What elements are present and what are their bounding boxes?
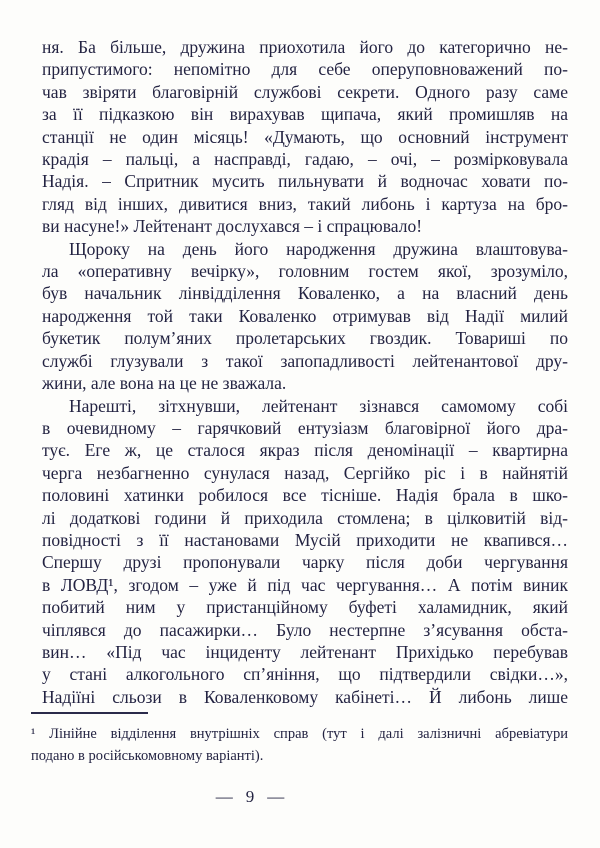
page-number: 9 (245, 787, 255, 806)
text-line: Надіїні сльози в Коваленковому кабінеті… Й либонь лише (42, 686, 568, 707)
text-line: повідності з її настановами Мусій приходити не квапився… (42, 529, 568, 550)
text-line: гляд від інших, дивитися вниз, такий либонь і картуза на бро- (42, 193, 568, 214)
text-line: ви насуне!» Лейтенант дослухався – і спрацювало! (42, 216, 423, 237)
text-line: половині хатинки робилося все тісніше. Надія брала в шко- (42, 485, 568, 506)
text-line: станції не один місяць! «Думають, що основний інструмент (42, 126, 568, 147)
text-line: народження той таки Коваленко отримував від Надії милий (42, 305, 568, 326)
footnote-text (31, 723, 568, 767)
footnote (31, 712, 568, 767)
text-line: жини, але вона на це не зважала. (42, 373, 287, 394)
text-line: Надія. – Спритник мусить пильнувати й водночас ховати по- (42, 171, 568, 192)
page-footer (0, 786, 500, 808)
text-line: за її підказкою він вирахував щипача, який промишляв на (42, 104, 568, 125)
text-line: чіплявся до пасажирки… Було нестерпне з’ясування обста- (42, 619, 568, 640)
text-line: у стані алкогольного сп’яніння, що підтвердили свідки…», (42, 664, 568, 685)
text-line: крадія – пальці, а насправді, гадаю, – очі, – розмірковувала (42, 149, 568, 170)
footnote-line: ¹ Лінійне відділення внутрішніх справ (тут і далі залізничні абревіатури (31, 726, 568, 742)
text-line: лі додаткові години й приходила стомлена; в цілковитій від- (42, 507, 568, 528)
text-line: черга незбагненно сунулася назад, Сергійко ріс і в найнятій (42, 462, 568, 483)
page-number-dash-right: — (267, 787, 285, 806)
page-number-dash-left: — (215, 787, 233, 806)
text-line: ня. Ба більше, дружина приохотила його до категорично не- (42, 37, 568, 57)
text-line: Спершу друзі пропонували чарку після доби чергування (42, 552, 568, 573)
text-line: ла «оперативну вечірку», головним гостем якої, зрозуміло, (42, 261, 568, 282)
text-line: службі глузували з такої запопадливості лейтенантової дру- (42, 350, 568, 371)
text-line: тує. Еге ж, це сталося якраз після деномінації – квартирна (42, 440, 568, 461)
footnote-divider (31, 712, 148, 714)
text-line: припустимого: непомітно для себе оперуповноважений по- (42, 59, 568, 80)
text-line: в очевидному – гарячковий ентузіазм благовірної його дра- (42, 417, 568, 438)
text-line: вин… «Під час інциденту лейтенант Прихідько перебував (42, 641, 568, 662)
footnote-line: подано в російськомовному варіанті). (31, 748, 264, 764)
text-line: чав звіряти благовірній службові секрети. Одного разу саме (42, 81, 568, 102)
text-line: букетик полум’яних пролетарських гвоздик. Товариші по (42, 328, 568, 349)
text-line: в ЛОВД¹, згодом – уже й під час чергування… А потім виник (42, 574, 568, 595)
body-text (42, 36, 568, 708)
text-line: Щороку на день його народження дружина влаштовува- (69, 238, 568, 259)
text-line: був начальник лінвідділення Коваленко, а на власний день (42, 283, 568, 304)
text-line: побитий ним у пристанційному буфеті халамидник, який (42, 597, 568, 618)
text-line: Нарешті, зітхнувши, лейтенант зізнався самомому собі (69, 395, 568, 416)
